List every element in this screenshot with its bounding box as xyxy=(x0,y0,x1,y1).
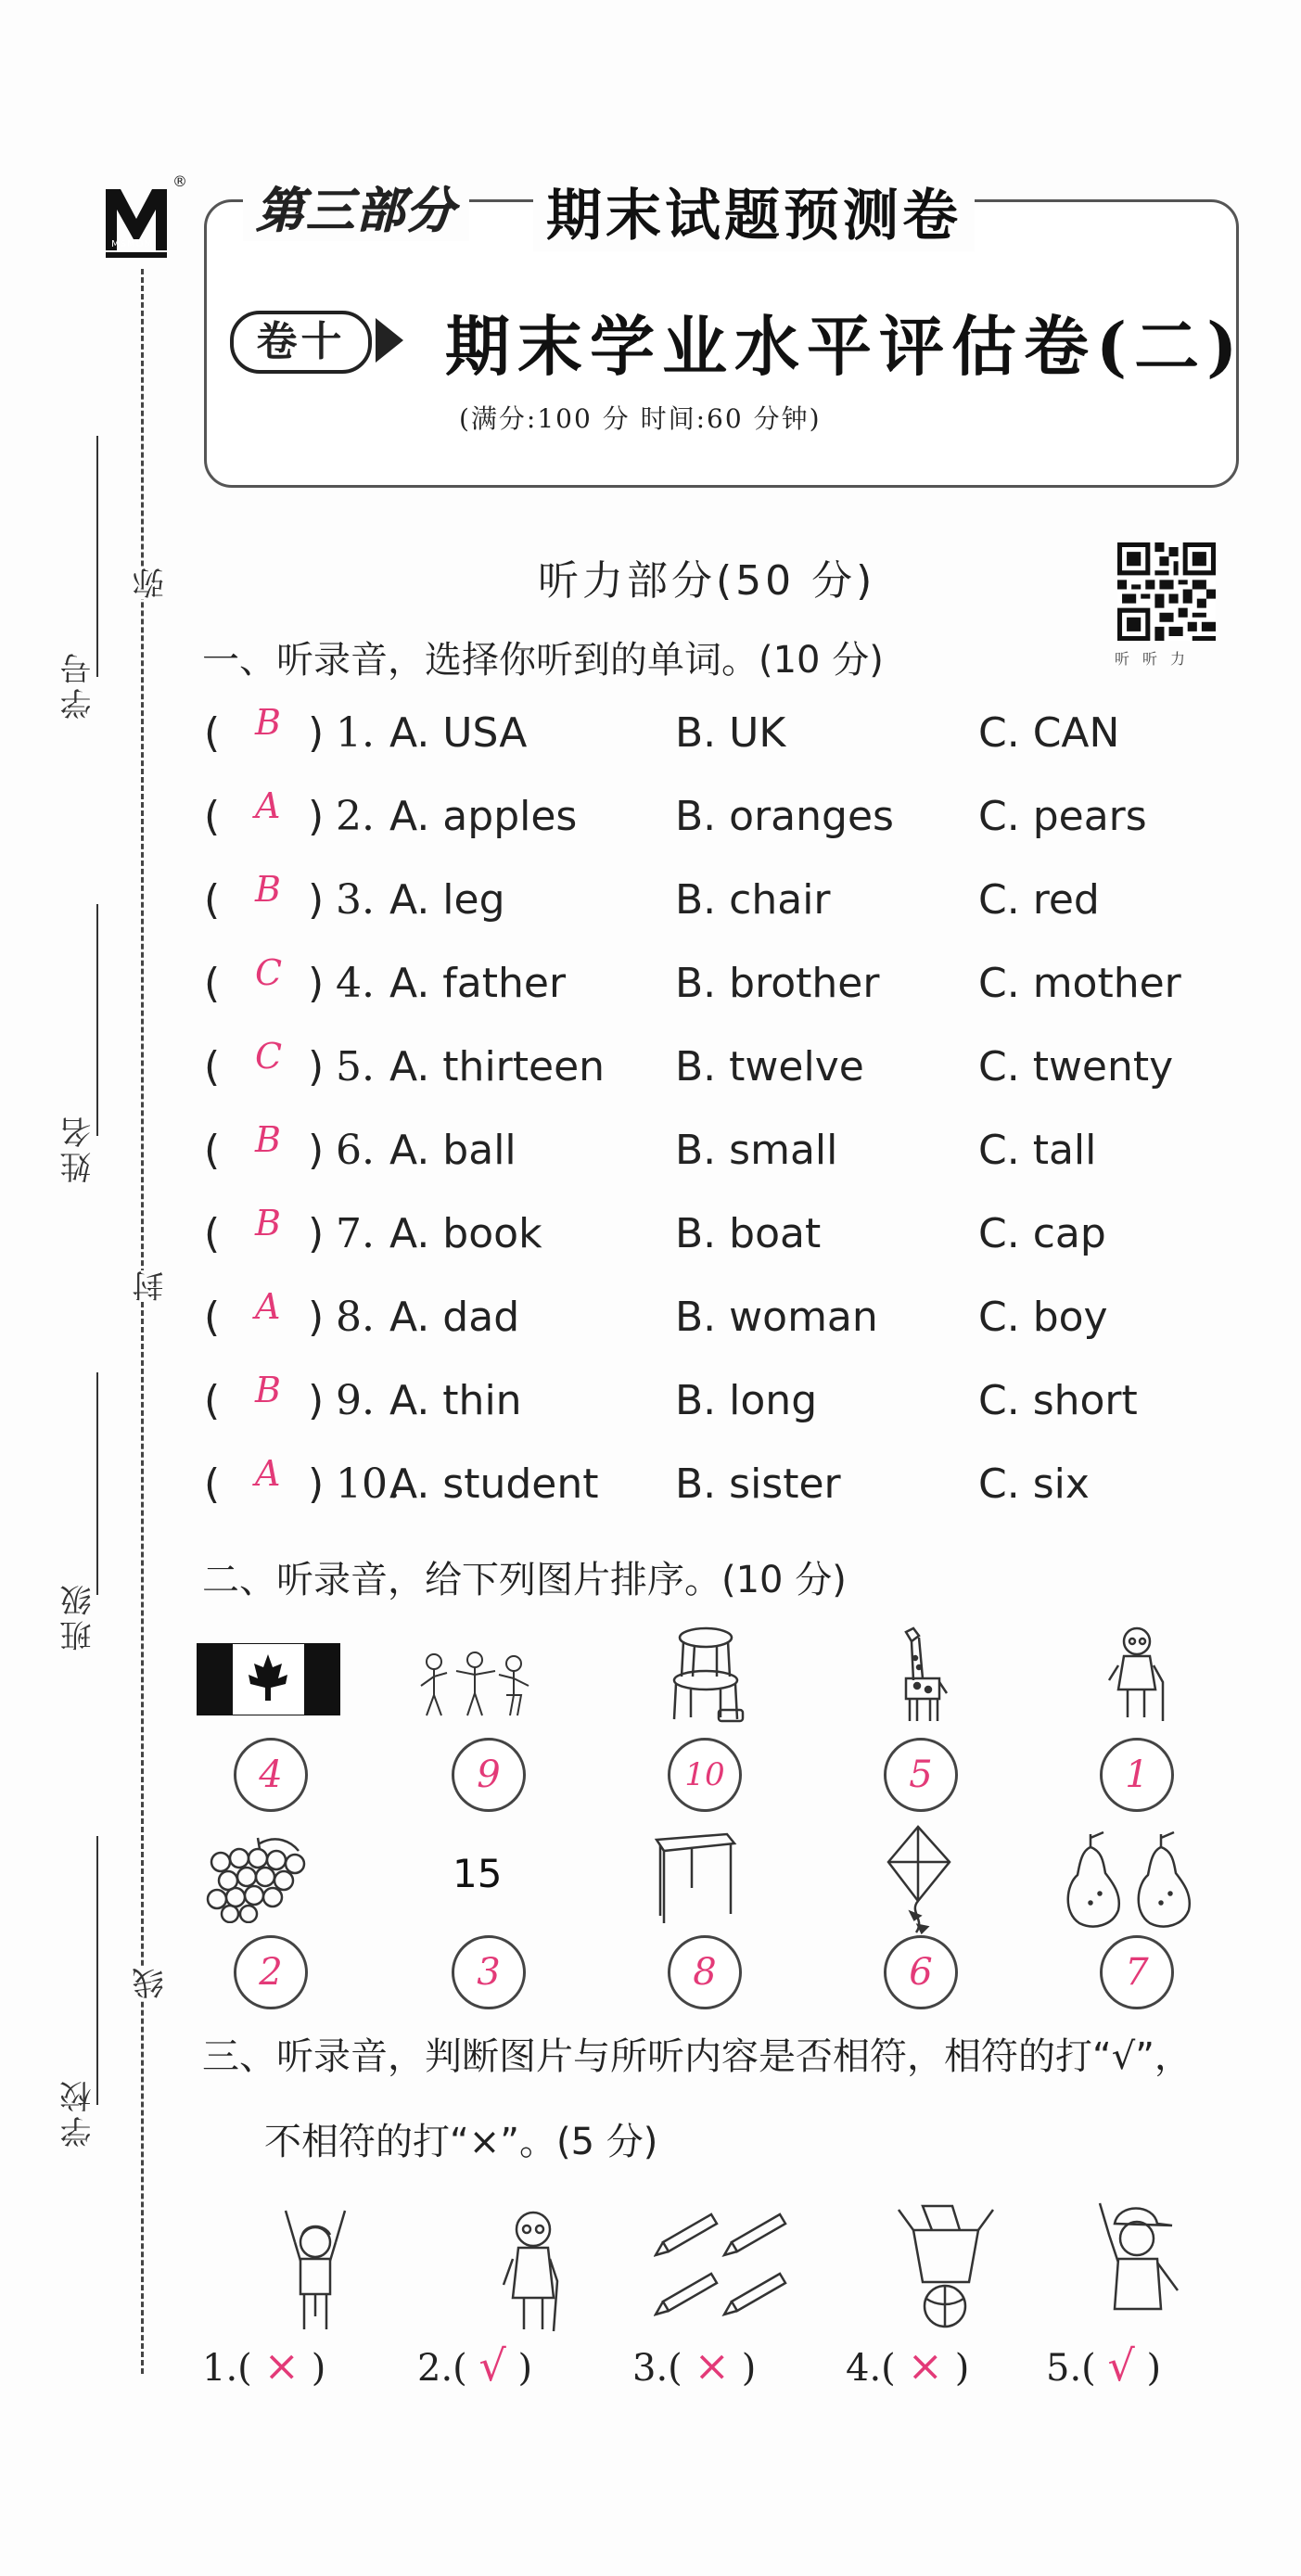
judge-number: 1. xyxy=(202,2347,238,2390)
judge-mark[interactable]: × xyxy=(907,2340,944,2391)
qr-code-icon[interactable] xyxy=(1117,542,1216,641)
option-c: C. six xyxy=(978,1460,1090,1508)
question-row xyxy=(204,1036,1270,1108)
judge-mark[interactable]: × xyxy=(263,2340,300,2391)
open-paren: ( xyxy=(204,876,221,924)
option-c: C. short xyxy=(978,1377,1138,1424)
exam-info: (满分:100 分 时间:60 分钟) xyxy=(459,403,822,434)
option-b: B. oranges xyxy=(675,793,894,840)
question-number: 2. xyxy=(336,793,375,840)
answer-mark[interactable]: A xyxy=(255,785,281,826)
close-paren: ) xyxy=(308,1377,325,1424)
desk-icon xyxy=(647,1827,740,1929)
judge-answer xyxy=(846,2340,969,2391)
judge-number: 3. xyxy=(632,2347,669,2390)
section3-title-line2: 不相符的打“×”。(5 分) xyxy=(264,2121,658,2163)
close-paren: ) xyxy=(308,876,325,924)
open-paren: ( xyxy=(204,1377,221,1424)
judge-answer xyxy=(202,2340,325,2391)
close-paren: ) xyxy=(1134,2347,1162,2390)
open-paren: ( xyxy=(1081,2347,1108,2390)
question-number: 6. xyxy=(336,1127,375,1174)
listening-heading: 听力部分(50 分) xyxy=(538,557,876,605)
close-paren: ) xyxy=(308,960,325,1007)
qr-label: 听听力 xyxy=(1115,650,1199,668)
order-circle[interactable]: 6 xyxy=(884,1935,958,2009)
option-c: C. cap xyxy=(978,1210,1106,1257)
option-a: A. student xyxy=(389,1460,599,1508)
answer-mark[interactable]: C xyxy=(255,1036,283,1077)
option-c: C. tall xyxy=(978,1127,1097,1174)
close-paren: ) xyxy=(943,2347,970,2390)
answer-mark[interactable]: B xyxy=(255,1119,281,1160)
label-student-id: 学号 xyxy=(60,649,97,720)
option-c: C. boy xyxy=(978,1294,1108,1341)
open-paren: ( xyxy=(204,709,221,757)
option-a: A. apples xyxy=(389,793,578,840)
order-circle[interactable]: 5 xyxy=(884,1738,958,1812)
option-a: A. dad xyxy=(389,1294,520,1341)
option-c: C. pears xyxy=(978,793,1147,840)
order-circle[interactable]: 10 xyxy=(668,1738,742,1812)
canada-flag-icon xyxy=(197,1643,340,1715)
order-circle[interactable]: 3 xyxy=(452,1935,526,2009)
number-icon: 15 xyxy=(453,1851,503,1896)
option-b: B. twelve xyxy=(675,1043,864,1090)
grandma-icon xyxy=(1102,1625,1174,1725)
open-paren: ( xyxy=(204,1043,221,1090)
children-icon xyxy=(408,1649,538,1721)
open-paren: ( xyxy=(204,1460,221,1508)
close-paren: ) xyxy=(730,2347,757,2390)
box-ball-icon xyxy=(895,2202,997,2332)
answer-mark[interactable]: B xyxy=(255,1203,281,1243)
option-a: A. thirteen xyxy=(389,1043,606,1090)
question-number: 5. xyxy=(336,1043,375,1090)
section1-title: 一、听录音，选择你听到的单词。(10 分) xyxy=(202,639,884,682)
option-b: B. boat xyxy=(675,1210,822,1257)
question-number: 1. xyxy=(336,709,375,757)
close-paren: ) xyxy=(505,2347,533,2390)
seal-char-feng: 封 xyxy=(128,1270,173,1302)
option-c: C. mother xyxy=(978,960,1181,1007)
answer-mark[interactable]: A xyxy=(255,1286,281,1327)
option-b: B. brother xyxy=(675,960,880,1007)
option-a: A. book xyxy=(389,1210,542,1257)
question-number: 4. xyxy=(336,960,375,1007)
option-c: C. twenty xyxy=(978,1043,1174,1090)
kite-icon xyxy=(881,1823,955,1938)
judge-answer xyxy=(417,2340,532,2391)
order-circle[interactable]: 4 xyxy=(234,1738,308,1812)
label-school: 学校 xyxy=(60,2077,97,2148)
label-name: 姓名 xyxy=(60,1113,97,1183)
boy-arms-up-icon xyxy=(278,2205,352,2335)
chair-icon xyxy=(663,1625,746,1725)
open-paren: ( xyxy=(204,1210,221,1257)
option-a: A. USA xyxy=(389,709,528,757)
open-paren: ( xyxy=(881,2347,908,2390)
exam-title: 期末学业水平评估卷(二) xyxy=(445,308,1245,385)
close-paren: ) xyxy=(308,1127,325,1174)
question-number: 9. xyxy=(336,1377,375,1424)
option-a: A. ball xyxy=(389,1127,517,1174)
option-b: B. UK xyxy=(675,709,786,757)
boy-cap-icon xyxy=(1087,2198,1189,2327)
grapes-icon xyxy=(202,1834,313,1923)
option-b: B. chair xyxy=(675,876,831,924)
logo-caption: MSMOM xyxy=(111,239,154,249)
exam-badge: 卷十 xyxy=(230,311,372,374)
question-row xyxy=(204,1203,1270,1275)
option-b: B. small xyxy=(675,1127,838,1174)
pears-icon xyxy=(1053,1829,1202,1931)
section3-title-line1: 三、听录音，判断图片与所听内容是否相符，相符的打“√”， xyxy=(202,2035,1192,2078)
order-circle[interactable]: 2 xyxy=(234,1935,308,2009)
part-title: 第三部分 xyxy=(243,172,469,241)
option-c: C. red xyxy=(978,876,1100,924)
close-paren: ) xyxy=(308,1460,325,1508)
question-number: 8. xyxy=(336,1294,375,1341)
logo-registered-mark: ® xyxy=(172,172,187,190)
close-paren: ) xyxy=(308,1043,325,1090)
question-number: 10. xyxy=(336,1460,401,1508)
section2-title: 二、听录音，给下列图片排序。(10 分) xyxy=(202,1559,847,1601)
judge-number: 2. xyxy=(417,2347,453,2390)
answer-mark[interactable]: B xyxy=(255,1370,281,1410)
judge-mark[interactable]: √ xyxy=(1107,2340,1135,2391)
close-paren: ) xyxy=(308,709,325,757)
main-title: 期末试题预测卷 xyxy=(533,172,975,251)
question-row xyxy=(204,1370,1270,1442)
option-a: A. father xyxy=(389,960,567,1007)
line-class xyxy=(96,1372,98,1595)
line-student-id xyxy=(96,436,98,677)
answer-mark[interactable]: B xyxy=(255,702,281,743)
line-name xyxy=(96,904,98,1136)
judge-mark[interactable]: × xyxy=(694,2340,731,2391)
answer-mark[interactable]: A xyxy=(255,1453,281,1494)
judge-mark[interactable]: √ xyxy=(478,2340,506,2391)
question-row xyxy=(204,1119,1270,1192)
question-row xyxy=(204,952,1270,1025)
close-paren: ) xyxy=(308,793,325,840)
open-paren: ( xyxy=(204,960,221,1007)
question-row xyxy=(204,702,1270,774)
pencils-icon xyxy=(654,2198,802,2316)
order-circle[interactable]: 9 xyxy=(452,1738,526,1812)
seal-char-xian: 线 xyxy=(128,1968,173,1999)
seal-char-mi: 弥 xyxy=(128,567,173,599)
option-a: A. thin xyxy=(389,1377,522,1424)
giraffe-icon xyxy=(886,1625,950,1727)
judge-number: 5. xyxy=(1046,2347,1082,2390)
answer-mark[interactable]: B xyxy=(255,869,281,910)
label-class: 班级 xyxy=(60,1581,97,1651)
question-row xyxy=(204,869,1270,941)
open-paren: ( xyxy=(453,2347,479,2390)
open-paren: ( xyxy=(204,793,221,840)
judge-answer xyxy=(632,2340,756,2391)
judge-number: 4. xyxy=(846,2347,882,2390)
judge-answer xyxy=(1046,2340,1161,2391)
open-paren: ( xyxy=(204,1294,221,1341)
close-paren: ) xyxy=(300,2347,326,2390)
option-c: C. CAN xyxy=(978,709,1120,757)
open-paren: ( xyxy=(204,1127,221,1174)
open-paren: ( xyxy=(237,2347,264,2390)
badge-arrow-icon xyxy=(376,318,403,363)
line-school xyxy=(96,1836,98,2105)
answer-mark[interactable]: C xyxy=(255,952,283,993)
question-row xyxy=(204,785,1270,858)
order-circle[interactable]: 1 xyxy=(1100,1738,1174,1812)
option-b: B. woman xyxy=(675,1294,878,1341)
close-paren: ) xyxy=(308,1210,325,1257)
option-a: A. leg xyxy=(389,876,505,924)
question-number: 3. xyxy=(336,876,375,924)
order-circle[interactable]: 7 xyxy=(1100,1935,1174,2009)
option-b: B. sister xyxy=(675,1460,841,1508)
close-paren: ) xyxy=(308,1294,325,1341)
question-number: 7. xyxy=(336,1210,375,1257)
open-paren: ( xyxy=(668,2347,695,2390)
order-circle[interactable]: 8 xyxy=(668,1935,742,2009)
question-row xyxy=(204,1453,1270,1525)
grandpa-icon xyxy=(496,2205,570,2335)
option-b: B. long xyxy=(675,1377,818,1424)
question-row xyxy=(204,1286,1270,1358)
